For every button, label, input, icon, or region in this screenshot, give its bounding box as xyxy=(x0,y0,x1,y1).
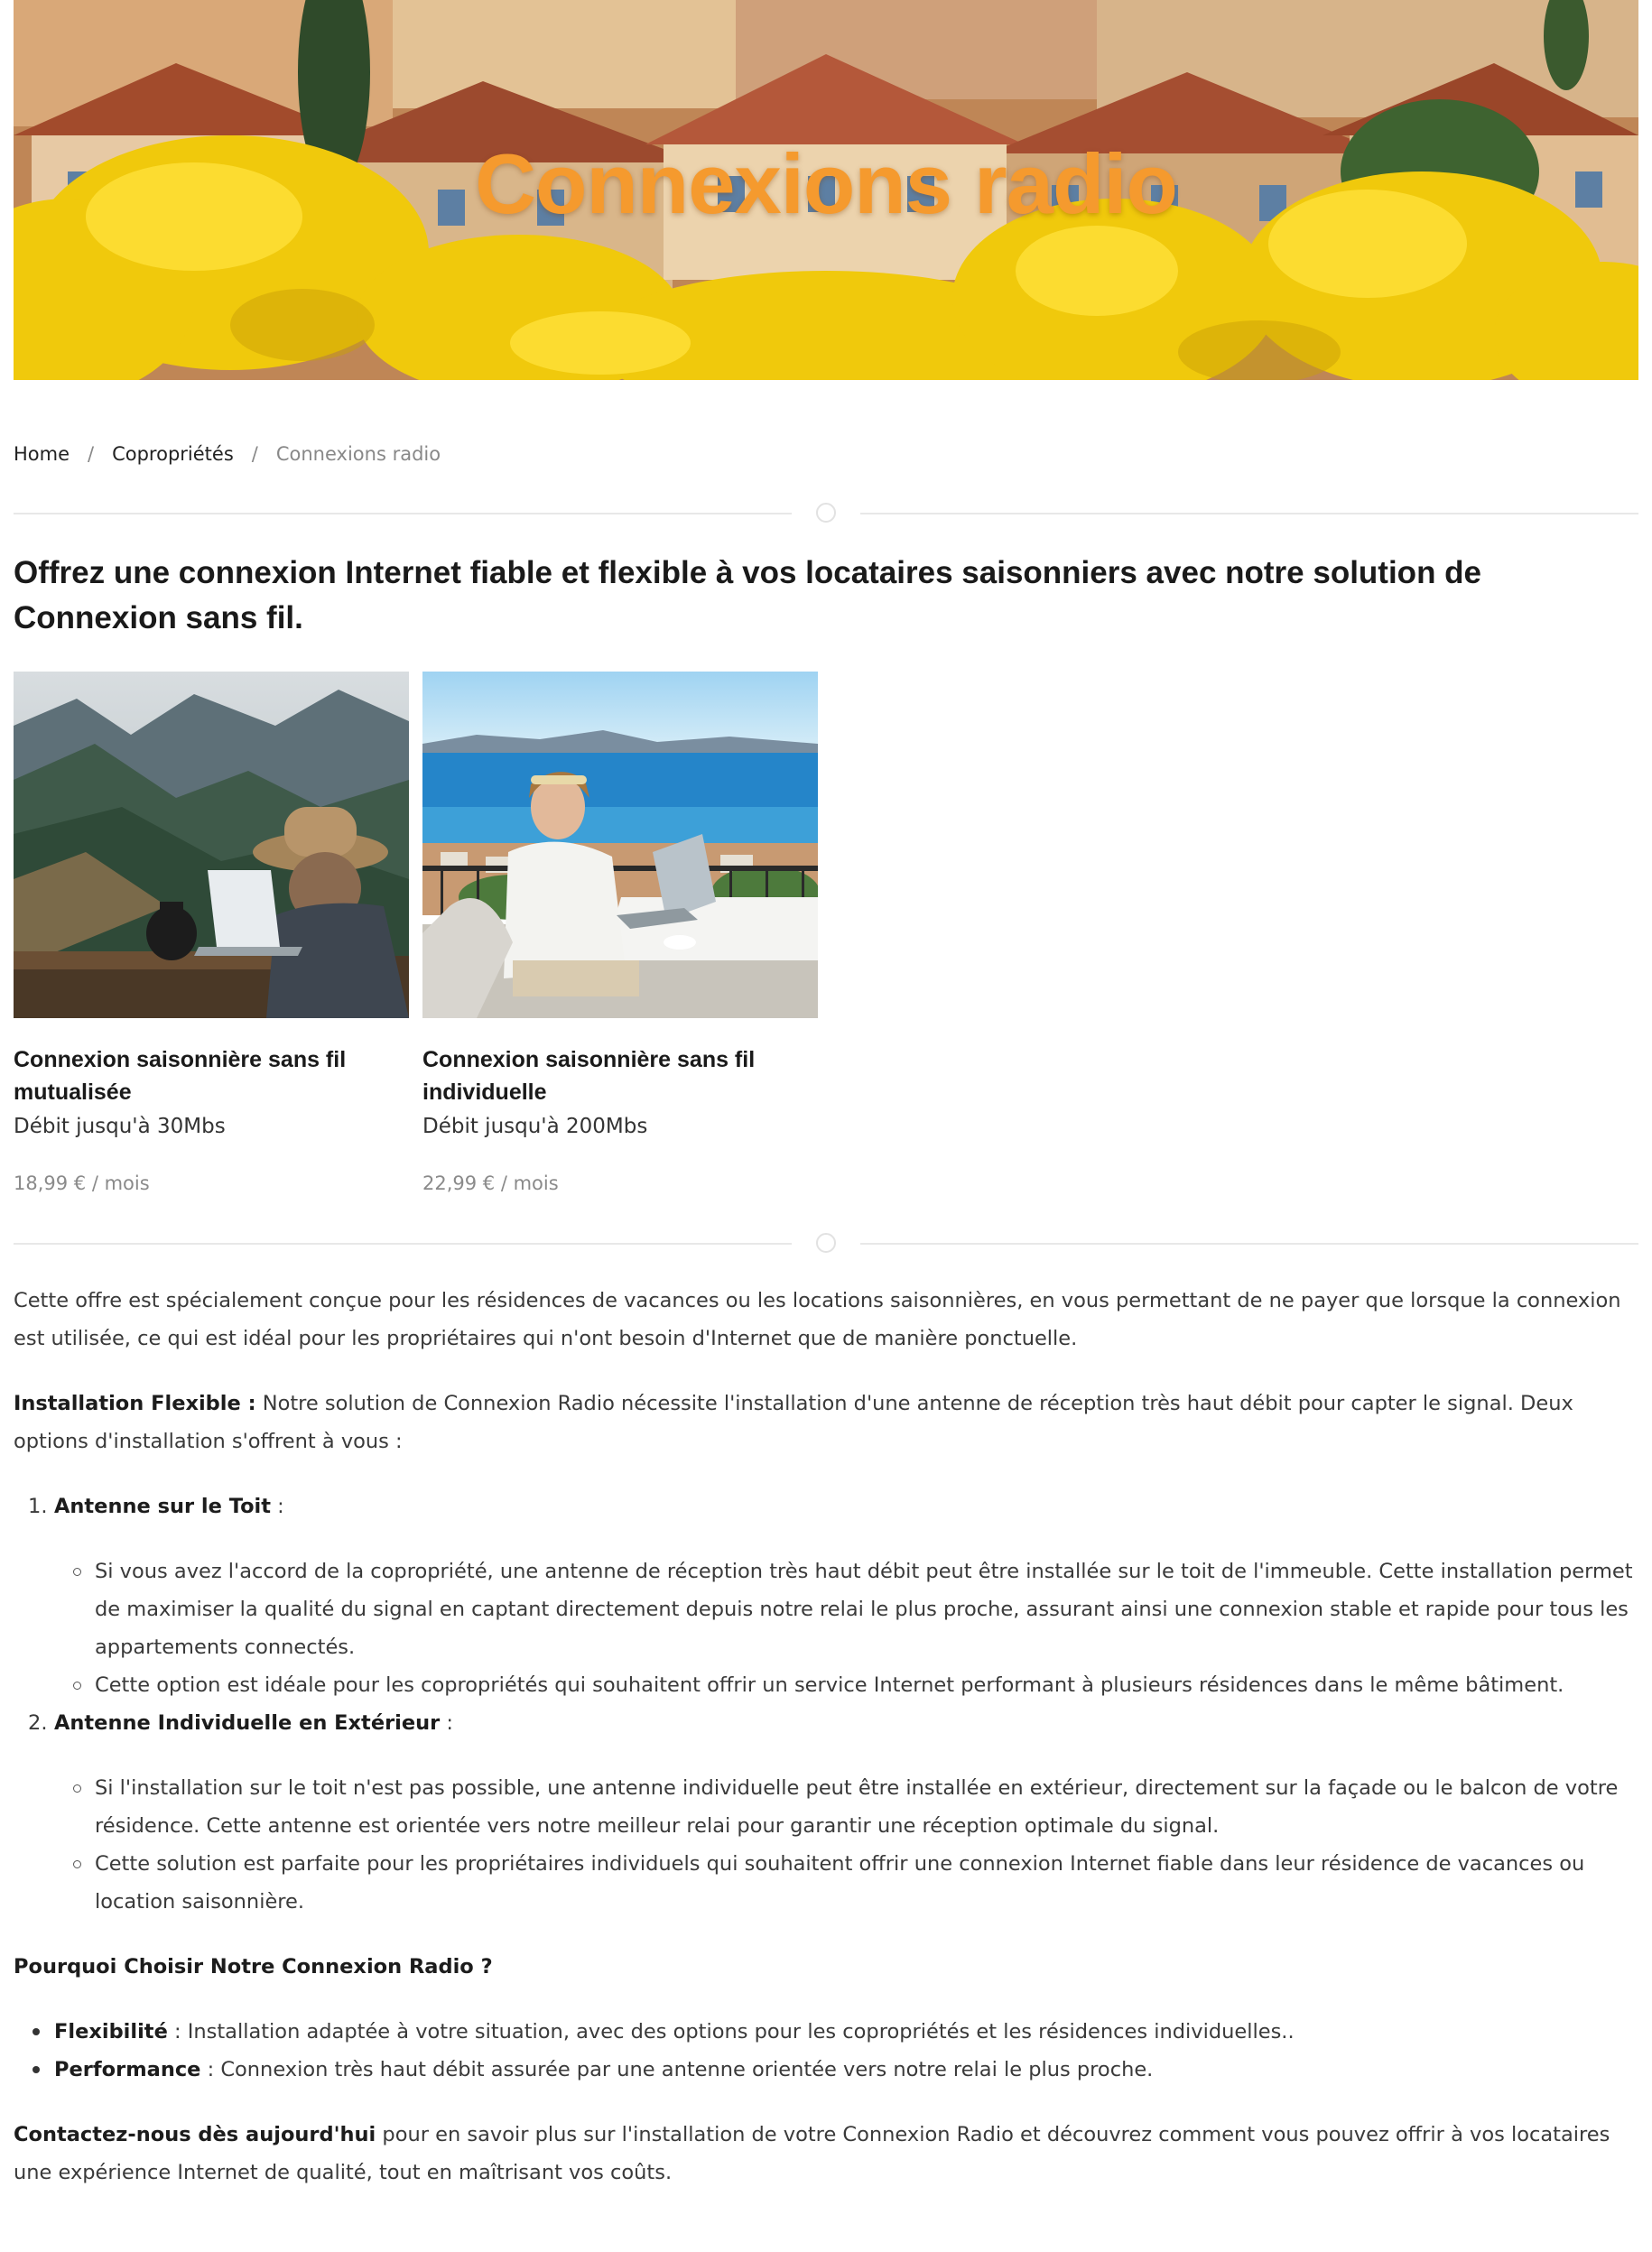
option-point-text: Cette solution est parfaite pour les propriétaires individuels qui souhaitent offrir une connexion Internet fiable dans leur résidence de vacances ou location saisonnière. xyxy=(95,1852,1585,1914)
cta-text: pour en savoir plus sur l'installation de votre Connexion Radio et découvrez comment vous pouvez offrir à vos locataires une expérience Internet de qualité, tout en maîtrisant vos coûts. xyxy=(14,2123,1610,2184)
option-point-text: Si l'installation sur le toit n'est pas possible, une antenne individuelle peut être installée en extérieur, directement sur la façade ou le balcon de votre résidence. Cette antenne est orientée vers notre meilleur relai pour garantir une réception optimale du signal. xyxy=(95,1776,1619,1838)
product-image[interactable] xyxy=(422,672,818,1018)
divider-line xyxy=(860,513,1638,514)
circle-bullet-icon xyxy=(73,1568,81,1576)
circle-bullet-icon xyxy=(73,1784,81,1793)
breadcrumb xyxy=(14,440,441,468)
product-card[interactable] xyxy=(14,672,409,1197)
option-title: Antenne sur le Toit xyxy=(54,1495,272,1518)
why-heading xyxy=(14,1948,1638,1986)
section-divider xyxy=(14,1233,1638,1255)
cta-paragraph xyxy=(14,2116,1638,2192)
option-title: Antenne Individuelle en Extérieur xyxy=(54,1711,441,1735)
option-point xyxy=(95,1769,1638,1845)
option-item-roof xyxy=(14,1487,1638,1704)
product-image[interactable] xyxy=(14,672,409,1018)
benefits-list xyxy=(14,2013,1638,2089)
cta-label: Contactez-nous dès aujourd'hui xyxy=(14,2123,376,2146)
section-divider xyxy=(14,503,1638,524)
installation-text: Notre solution de Connexion Radio nécessite l'installation d'une antenne de réception très haut débit pour capter le signal. Deux options d'installation s'offrent à vous : xyxy=(14,1392,1573,1453)
breadcrumb-separator: / xyxy=(88,443,95,465)
option-point xyxy=(95,1552,1638,1666)
option-item-individual xyxy=(14,1704,1638,1921)
divider-line xyxy=(14,1243,792,1245)
option-suffix: : xyxy=(271,1495,284,1518)
page-title: Connexions radio xyxy=(475,136,1177,231)
installation-options-list xyxy=(14,1487,1638,1921)
benefit-label: Flexibilité xyxy=(54,2020,168,2043)
benefit-label: Performance xyxy=(54,2058,201,2081)
circle-bullet-icon xyxy=(73,1682,81,1690)
intro-paragraph: Cette offre est spécialement conçue pour les résidences de vacances ou les locations saisonnières, en vous permettant de ne payer que lorsque la connexion est utilisée, ce qui est idéal pour les propriétaires qui n'ont besoin d'Internet que de manière ponctuelle. xyxy=(14,1289,1621,1350)
breadcrumb-current: Connexions radio xyxy=(275,443,441,465)
option-point-text: Si vous avez l'accord de la copropriété, une antenne de réception très haut débit peut être installée sur le toit de l'immeuble. Cette installation permet de maximiser la qualité du signal en captant directement depuis notre relai le plus proche, assurant ainsi une connexion stable et rapide pour tous les appartements connectés. xyxy=(95,1560,1633,1659)
product-name[interactable]: Connexion saisonnière sans fil mutualisée xyxy=(14,1047,347,1105)
seaside-laptop-photo xyxy=(422,672,818,1018)
product-speed: Débit jusqu'à 200Mbs xyxy=(422,1115,648,1138)
option-point xyxy=(95,1666,1638,1704)
installation-label: Installation Flexible : xyxy=(14,1392,256,1415)
breadcrumb-separator: / xyxy=(251,443,258,465)
product-name[interactable]: Connexion saisonnière sans fil individuelle xyxy=(422,1047,756,1105)
mountain-laptop-photo xyxy=(14,672,409,1018)
breadcrumb-parent-link[interactable]: Copropriétés xyxy=(112,443,234,465)
divider-line xyxy=(860,1243,1638,1245)
divider-circle-icon xyxy=(816,1233,836,1253)
option-points xyxy=(14,1552,1638,1704)
disc-bullet-icon xyxy=(32,2066,40,2073)
benefit-item xyxy=(54,2051,1638,2089)
product-speed: Débit jusqu'à 30Mbs xyxy=(14,1115,226,1138)
option-number: 1. xyxy=(28,1495,48,1518)
divider-line xyxy=(14,513,792,514)
benefit-text: : Connexion très haut débit assurée par une antenne orientée vers notre relai le plus proche. xyxy=(200,2058,1154,2081)
breadcrumb-home-link[interactable]: Home xyxy=(14,443,70,465)
option-number: 2. xyxy=(28,1711,48,1735)
option-point xyxy=(95,1845,1638,1921)
benefit-text: : Installation adaptée à votre situation, avec des options pour les copropriétés et les résidences individuelles.. xyxy=(167,2020,1295,2043)
hero-banner xyxy=(14,0,1638,380)
benefit-item xyxy=(54,2013,1638,2051)
installation-paragraph xyxy=(14,1385,1638,1460)
divider-circle-icon xyxy=(816,503,836,523)
disc-bullet-icon xyxy=(32,2028,40,2035)
option-points xyxy=(14,1769,1638,1921)
product-price: 18,99 € / mois xyxy=(14,1172,150,1194)
offer-description xyxy=(14,1282,1638,2192)
why-title: Pourquoi Choisir Notre Connexion Radio ? xyxy=(14,1955,493,1979)
option-point-text: Cette option est idéale pour les copropriétés qui souhaitent offrir un service Internet performant à plusieurs résidences dans le même bâtiment. xyxy=(95,1673,1564,1697)
lead-heading: Offrez une connexion Internet fiable et flexible à vos locataires saisonniers avec notre solution de Connexion sans fil. xyxy=(14,555,1482,635)
product-price: 22,99 € / mois xyxy=(422,1172,559,1194)
product-card[interactable] xyxy=(422,672,818,1197)
option-suffix: : xyxy=(440,1711,453,1735)
circle-bullet-icon xyxy=(73,1860,81,1868)
